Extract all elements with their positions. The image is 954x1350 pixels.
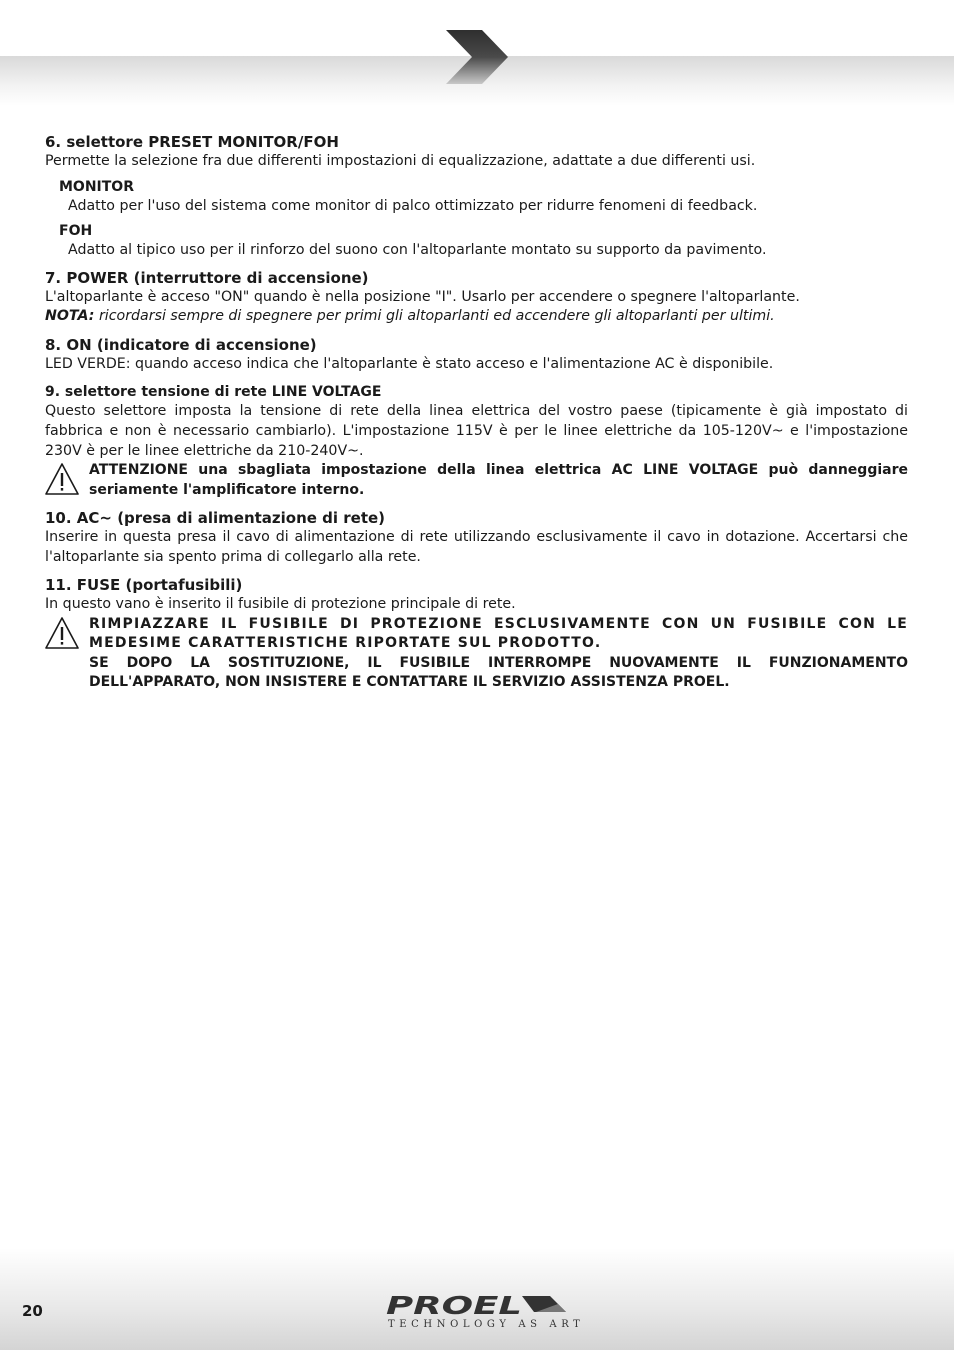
warning-text: SE DOPO LA SOSTITUZIONE, IL FUSIBILE INTERROMPE NUOVAMENTE IL FUNZIONAMENTO DELL'APPARATO, NON INSISTERE E CONTATTARE IL SERVIZIO ASSISTENZA PROEL. (89, 654, 908, 691)
section-text: LED VERDE: quando acceso indica che l'altoparlante è stato acceso e l'alimentazione AC è disponibile. (45, 355, 774, 372)
option-label: MONITOR (59, 178, 134, 195)
section-text: In questo vano è inserito il fusibile di protezione principale di rete. (45, 596, 516, 613)
section-title: 9. selettore tensione di rete LINE VOLTAGE (45, 384, 382, 401)
section-text: Permette la selezione fra due differenti impostazioni di equalizzazione, adattate a due differenti usi. (45, 153, 756, 169)
section-title: 6. selettore PRESET MONITOR/FOH (45, 133, 339, 151)
section-text: L'altoparlante è acceso "ON" quando è nella posizione "I". Usarlo per accendere o spegnere l'altoparlante. (45, 288, 800, 305)
option-text: Adatto per l'uso del sistema come monitor di palco ottimizzato per ridurre fenomeni di feedback. (68, 197, 758, 214)
page-number: 20 (22, 1302, 43, 1320)
logo-wordmark: PROEL (386, 1291, 522, 1320)
warning-box (45, 461, 908, 500)
section-text: Inserire in questa presa il cavo di alimentazione di rete utilizzando esclusivamente il cavo in dotazione. Accertarsi che l'altoparlante sia spento prima di collegarlo alla rete. (45, 529, 908, 565)
note-label: NOTA: (45, 308, 95, 325)
warning-triangle-icon (45, 617, 79, 649)
warning-text: ATTENZIONE una sbagliata impostazione della linea elettrica AC LINE VOLTAGE può danneggiare seriamente l'amplificatore interno. (89, 462, 908, 498)
section-text: Questo selettore imposta la tensione di rete della linea elettrica del vostro paese (tipicamente è già impostato di fabbrica e non è necessario cambiarlo). L'impostazione 115V è per le linee elettriche da 105-120V~ e l'impostazione 230V è per le linee elettriche da 210-240V~. (45, 403, 908, 459)
note (45, 307, 908, 327)
warning-triangle-icon (45, 463, 79, 495)
chevron-right-icon (444, 30, 510, 84)
warning-box (45, 615, 908, 693)
section-title: 8. ON (indicatore di accensione) (45, 335, 317, 354)
section-title: 10. AC~ (presa di alimentazione di rete) (45, 509, 386, 528)
logo-tagline: TECHNOLOGY AS ART (388, 1319, 585, 1330)
section-title: 7. POWER (interruttore di accensione) (45, 268, 369, 287)
warning-text: RIMPIAZZARE IL FUSIBILE DI PROTEZIONE ESCLUSIVAMENTE CON UN FUSIBILE CON LE MEDESIME CARATTERISTICHE RIPORTATE SUL PRODOTTO. (89, 615, 908, 652)
page-content (45, 132, 908, 693)
note-text: ricordarsi sempre di spegnere per primi gli altoparlanti ed accendere gli altoparlanti per ultimi. (94, 308, 775, 325)
section-title: 11. FUSE (portafusibili) (45, 576, 243, 595)
option-text: Adatto al tipico uso per il rinforzo del suono con l'altoparlante montato su supporto da pavimento. (68, 241, 767, 258)
option-label: FOH (59, 222, 93, 239)
